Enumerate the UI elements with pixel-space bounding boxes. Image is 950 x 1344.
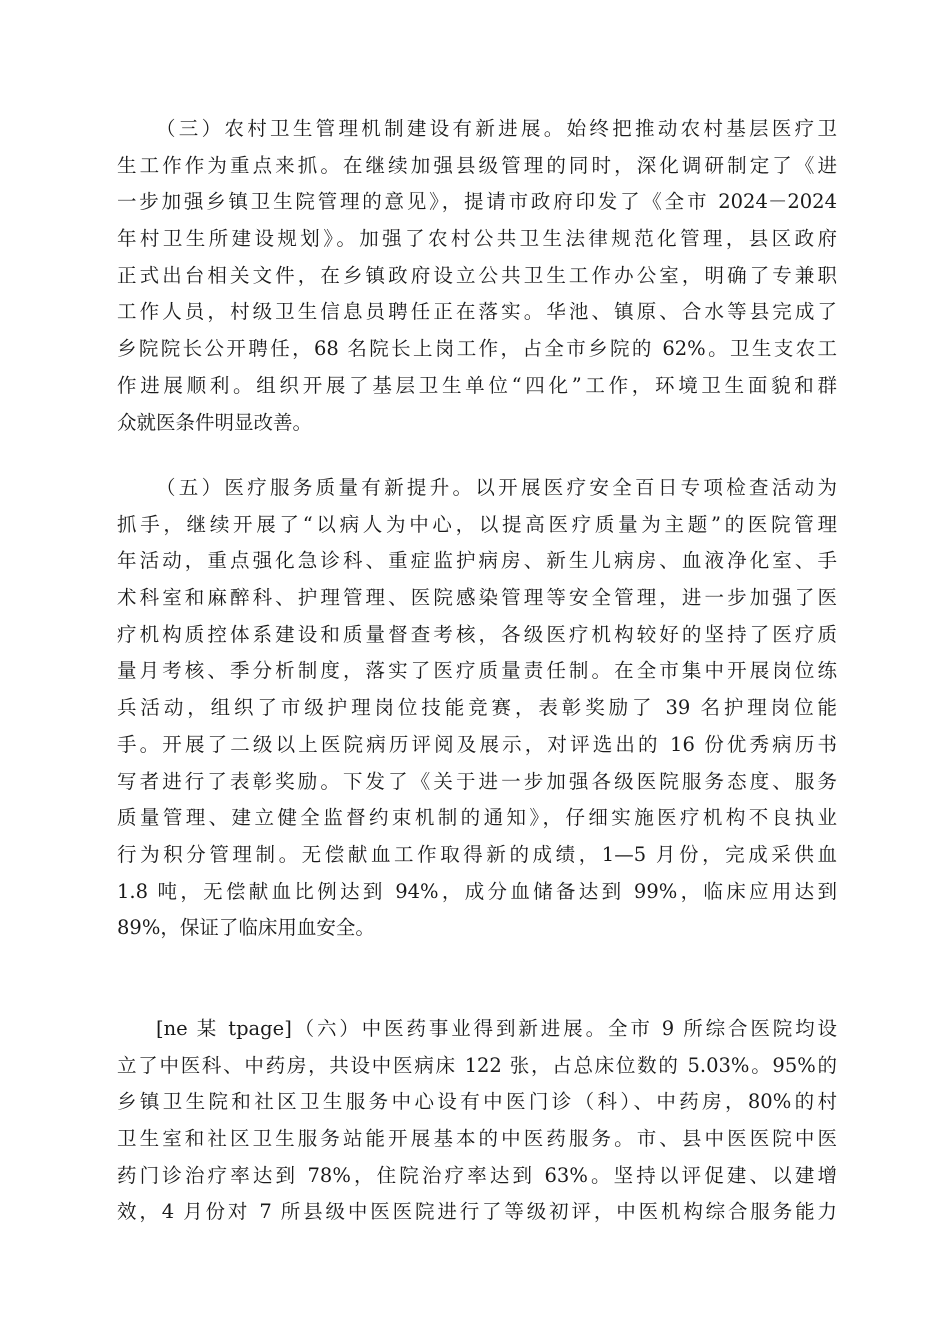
text-line: 立了中医科、中药房，共设中医病床 122 张，占总床位数的 5.03%。95%的 [117, 1053, 837, 1077]
text-line: 乡镇卫生院和社区卫生服务中心设有中医门诊（科）、中药房，80%的村 [117, 1090, 837, 1114]
text-line: 年村卫生所建设规划》。加强了农村公共卫生法律规范化管理，县区政府 [117, 227, 837, 251]
text-line: 89%，保证了临床用血安全。 [117, 916, 375, 940]
text-line: 工作人员，村级卫生信息员聘任正在落实。华池、镇原、合水等县完成了 [117, 300, 837, 324]
paragraph-section-6 [117, 1011, 837, 1231]
text-line: 卫生室和社区卫生服务站能开展基本的中医药服务。市、县中医医院中医 [117, 1127, 837, 1151]
text-line: （三）农村卫生管理机制建设有新进展。始终把推动农村基层医疗卫 [156, 117, 837, 140]
text-line: 正式出台相关文件，在乡镇政府设立公共卫生工作办公室，明确了专兼职 [117, 263, 837, 287]
text-line: 抓手，继续开展了“以病人为中心，以提高医疗质量为主题”的医院管理 [117, 512, 837, 536]
text-line: 行为积分管理制。无偿献血工作取得新的成绩，1—5 月份，完成采供血 [117, 842, 837, 866]
text-line: 药门诊治疗率达到 78%，住院治疗率达到 63%。坚持以评促建、以建增 [117, 1163, 837, 1187]
text-line: 作进展顺利。组织开展了基层卫生单位“四化”工作，环境卫生面貌和群 [117, 373, 837, 397]
text-line: 效，4 月份对 7 所县级中医医院进行了等级初评，中医机构综合服务能力 [117, 1200, 837, 1224]
text-line: 质量管理、建立健全监督约束机制的通知》，仔细实施医疗机构不良执业 [117, 806, 837, 830]
text-line: 一步加强乡镇卫生院管理的意见》，提请市政府印发了《全市 2024－2024 [117, 190, 837, 214]
text-line: 众就医条件明显改善。 [117, 410, 313, 434]
text-line: 疗机构质控体系建设和质量督查考核，各级医疗机构较好的坚持了医疗质 [117, 622, 837, 646]
text-line: 1.8 吨，无偿献血比例达到 94%，成分血储备达到 99%，临床应用达到 [117, 879, 837, 903]
text-line: 术科室和麻醉科、护理管理、医院感染管理等安全管理，进一步加强了医 [117, 586, 837, 610]
text-line: （五）医疗服务质量有新提升。以开展医疗安全百日专项检查活动为 [156, 476, 837, 499]
text-line: 量月考核、季分析制度，落实了医疗质量责任制。在全市集中开展岗位练 [117, 659, 837, 683]
paragraph-section-3 [117, 111, 837, 441]
text-line: 乡院院长公开聘任，68 名院长上岗工作，占全市乡院的 62%。卫生支农工 [117, 337, 837, 361]
text-line: 写者进行了表彰奖励。下发了《关于进一步加强各级医院服务态度、服务 [117, 769, 837, 793]
text-line: 手。开展了二级以上医院病历评阅及展示，对评选出的 16 份优秀病历书 [117, 732, 837, 756]
text-line: 年活动，重点强化急诊科、重症监护病房、新生儿病房、血液净化室、手 [117, 549, 837, 573]
text-line: 生工作作为重点来抓。在继续加强县级管理的同时，深化调研制定了《进 [117, 153, 837, 177]
text-line: [ne 某 tpage]（六）中医药事业得到新进展。全市 9 所综合医院均设 [156, 1017, 837, 1040]
paragraph-section-5 [117, 470, 837, 947]
text-line: 兵活动，组织了市级护理岗位技能竞赛，表彰奖励了 39 名护理岗位能 [117, 696, 837, 720]
